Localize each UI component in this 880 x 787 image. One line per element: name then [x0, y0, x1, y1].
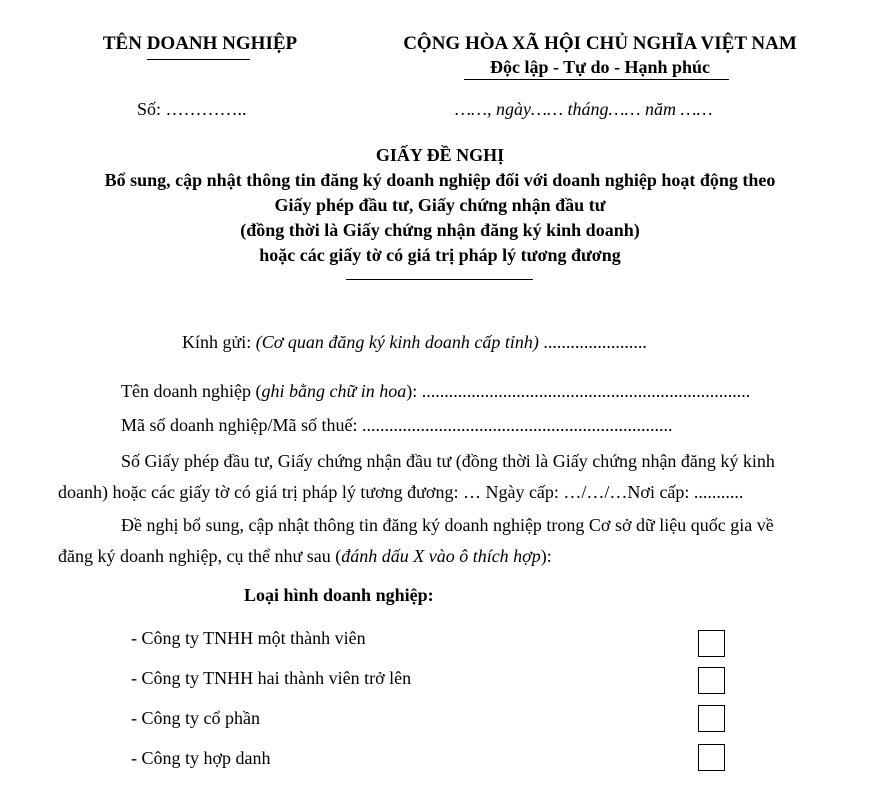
date-line: ……, ngày…… tháng…… năm …… [455, 99, 713, 119]
option-label-single-member-llc: - Công ty TNHH một thành viên [131, 628, 366, 648]
recipient-label: Kính gửi: [182, 332, 256, 352]
checkbox-multi-member-llc[interactable] [698, 667, 725, 694]
title-line-2: Giấy phép đầu tư, Giấy chứng nhận đầu tư [274, 195, 606, 215]
license-field-line-1: Số Giấy phép đầu tư, Giấy chứng nhận đầu tư (đồng thời là Giấy chứng nhận đăng ký kinh [121, 451, 775, 471]
request-line-1: Đề nghị bổ sung, cập nhật thông tin đăng ký doanh nghiệp trong Cơ sở dữ liệu quốc gia về [121, 515, 774, 535]
document-number: Số: ………….. [137, 99, 247, 119]
request-line-2 [58, 546, 552, 567]
request-suffix: ): [540, 546, 552, 566]
title-underline [346, 279, 533, 280]
title-line-4: hoặc các giấy tờ có giá trị pháp lý tương đương [259, 245, 621, 265]
document-title: GIẤY ĐỀ NGHỊ [375, 145, 505, 165]
recipient-authority: (Cơ quan đăng ký kinh doanh cấp tỉnh) [255, 332, 539, 352]
checkbox-joint-stock[interactable] [698, 705, 725, 732]
company-name-hint: ghi bằng chữ in hoa [261, 381, 407, 401]
motto: Độc lập - Tự do - Hạnh phúc [489, 57, 711, 77]
document-title-block [40, 143, 840, 268]
recipient-line [182, 332, 647, 353]
checkbox-partnership[interactable] [698, 744, 725, 771]
motto-underline [464, 79, 729, 80]
option-label-joint-stock: - Công ty cổ phần [131, 708, 260, 728]
company-name-field[interactable] [121, 381, 750, 402]
nation-heading: CỘNG HÒA XÃ HỘI CHỦ NGHĨA VIỆT NAM [403, 33, 797, 54]
title-line-1: Bổ sung, cập nhật thông tin đăng ký doanh nghiệp đối với doanh nghiệp hoạt động theo [104, 170, 776, 190]
company-name-heading: TÊN DOANH NGHIỆP [102, 33, 298, 54]
business-type-heading: Loại hình doanh nghiệp: [244, 585, 434, 605]
company-name-label: Tên doanh nghiệp ( [121, 381, 262, 401]
checkbox-single-member-llc[interactable] [698, 630, 725, 657]
title-line-3: (đồng thời là Giấy chứng nhận đăng ký kinh doanh) [240, 220, 640, 240]
request-instruction: đánh dấu X vào ô thích hợp [341, 546, 541, 566]
recipient-blank[interactable]: ....................... [538, 332, 647, 352]
company-name-blank[interactable]: ): ......................................................................... [406, 381, 751, 401]
option-label-partnership: - Công ty hợp danh [131, 748, 271, 768]
license-field-line-2[interactable]: doanh) hoặc các giấy tờ có giá trị pháp lý tương đương: … Ngày cấp: …/…/…Nơi cấp: ........... [58, 482, 744, 502]
tax-code-field[interactable]: Mã số doanh nghiệp/Mã số thuế: ..................................................................... [121, 415, 673, 435]
request-prefix: đăng ký doanh nghiệp, cụ thể như sau ( [58, 546, 342, 566]
company-name-underline [147, 59, 250, 60]
option-label-multi-member-llc: - Công ty TNHH hai thành viên trở lên [131, 668, 412, 688]
